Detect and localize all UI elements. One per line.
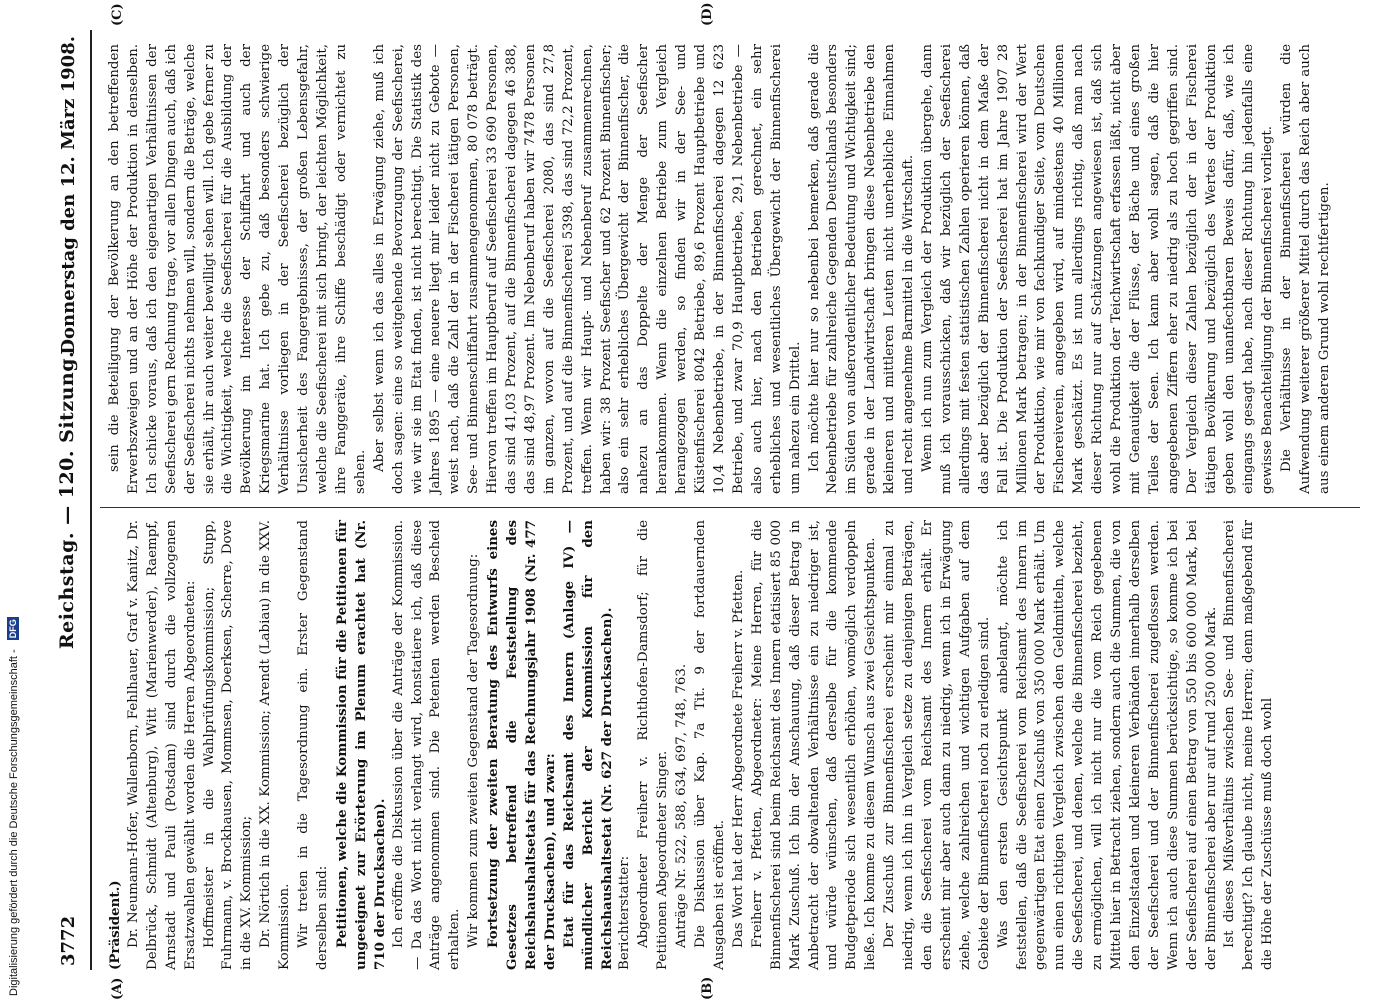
paragraph: Wenn ich nun zum Vergleich der Produktion übergehe, dann muß ich vorausschicken, daß wir bezüglich der Seefischerei allerdings mit festen statistischen Zahlen operieren können, daß das aber bezüglich der Binnenfischerei nicht in dem Maße der Fall ist. Die Produktion der Seefischerei hat im Jahre 1907 28 Millionen Mark betragen; in der Binnenfischerei wird der Wert der Produktion, wie mir von fachkundiger Seite, vom Deutschen Fischereiverein, angegeben wird, auf mindestens 40 Millionen Mark geschätzt. Es ist nun allerdings richtig, daß man nach dieser Richtung nur auf Schätzungen angewiesen ist, daß sich wohl die Produktion der Teichwirtschaft erfassen läßt, nicht aber mit Genauigkeit die der Flüsse, der Bäche und eines großen Teiles der Seen. Ich kann aber wohl sagen, daß die hier angegebenen Ziffern eher zu niedrig als zu hoch gegriffen sind. Der Vergleich dieser Zahlen bezüglich der in der Fischerei tätigen Bevölkerung und bezüglich des Wertes der Produktion geben wohl den unanfechtbaren Beweis dafür, daß, wie ich eingangs gesagt habe, nach dieser Richtung hin jedenfalls eine gewisse Benachteiligung der Binnenfischerei vorliegt. — [919, 44, 1276, 494]
paragraph: Wir kommen zum zweiten Gegenstand der Tagesordnung: — [466, 553, 482, 948]
paragraph: Freiherr v. Pfetten, Abgeordneter: Meine Herren, für die Binnenfischerei sind beim Reichsamt des Innern etatisiert 85 000 Mark Zuschuß. Ich bin der Anschauung, daß dieser Betrag in Anbetracht der obwaltenden Verhältnisse ein zu niedriger ist, und würde wünschen, daß derselbe für die kommende Budgetperiode sich wesentlich erhöhen, womöglich verdoppeln ließe. Ich komme zu diesem Wunsch aus zwei Gesichtspunkten. — [749, 520, 879, 970]
paragraph: Aber selbst wenn ich das alles in Erwägung ziehe, muß ich doch sagen: eine so weitgehende Bevorzugung der Seefischerei, wie wir sie im Etat finden, ist nicht berechtigt. Die Statistik des Jahres 1895 — eine neuere liegt mir leider nicht zu Gebote — weist nach, daß die Zahl der in der Fischerei tätigen Personen, See- und Binnenschiffahrt zusammengenommen, 80 078 beträgt. Hiervon treffen im Hauptberuf auf Seefischerei 33 690 Personen, das sind 41,03 Prozent, auf die Binnenfischerei dagegen 46 388, das sind 48,97 Prozent. Im Nebenberuf haben wir 7478 Personen im ganzen, wovon auf die Seefischerei 2080, das sind 27,8 Prozent, und auf die Binnenfischerei 5398, das sind 72,2 Prozent, treffen. Wenn wir Haupt- und Nebenberuf zusammenrechnen, haben wir: 38 Prozent Seefischer und 62 Prozent Binnenfischer; also ein sehr erhebliches Übergewicht der Binnenfischer, die nahezu an das Doppelte der Menge der Seefischer herankommen. Wenn die einzelnen Betriebe zum Vergleich herangezogen werden, so finden wir in der See- und Küstenfischerei 8042 Betriebe, 89,6 Prozent Hauptbetriebe und 10,4 Nebenbetriebe, in der Binnenfischerei dagegen 12 623 Betriebe, und zwar 70,9 Hauptbetriebe, 29,1 Nebenbetriebe — also auch hier, nach den Betrieben gerechnet, ein sehr erhebliches und wesentliches Übergewicht der Binnenfischerei um nahezu ein Drittel. — [371, 44, 803, 494]
dfg-logo-icon: DFG — [7, 619, 18, 639]
page-header — [50, 30, 92, 970]
page-number: 3772 — [58, 915, 79, 966]
left-text-column — [106, 520, 1278, 970]
paragraph: Die Diskussion über Kap. 7a Tit. 9 der fortdauernden Ausgaben ist eröffnet. — [693, 520, 727, 970]
paragraph: Etat für das Reichsamt des Innern (Anlage IV) — mündlicher Bericht der Kommission für den Reichshaushaltsetat (Nr. 627 der Drucksachen). — [560, 520, 615, 970]
paragraph: Anträge Nr. 522, 588, 634, 697, 748, 763. — [674, 663, 690, 948]
paragraph: Ich eröffne die Diskussion über die Anträge der Kommission. — Da das Wort nicht verlangt wird, konstatiere ich, daß diese Anträge angenommen sind. Die Petenten werden Bescheid erhalten. — [390, 520, 463, 970]
margin-mark-c: (C) — [110, 3, 125, 26]
paragraph: Die Verhältnisse in der Binnenfischerei würden die Aufwendung weiterer größerer Mittel durch das Reich aber auch aus einem anderen Grund wohl rechtfertigen. — [1279, 44, 1332, 494]
session-date: Donnerstag den 12. März 1908. — [58, 36, 79, 355]
paragraph: Ist dieses Mißverhältnis zwischen See- und Binnenfischerei berechtigt? Ich glaube nicht, meine Herren; denn maßgebend für die Höhe der Zuschüsse muß doch wohl — [1222, 520, 1276, 970]
paragraph: (Präsident.) — [107, 880, 123, 970]
margin-mark-d: (D) — [700, 2, 715, 26]
paragraph: Das Wort hat der Herr Abgeordnete Freiherr v. Pfetten. — [730, 569, 746, 948]
paragraph: Der Zuschuß zur Binnenfischerei erscheint mir einmal zu niedrig, wenn ich ihn in Vergleich setze zu denjenigen Beträgen, den die Seefischerei vom Reichsamt des Innern erhält. Er erscheint mir aber auch dann zu niedrig, wenn ich in Erwägung ziehe, welche zahlreichen und wichtigen Aufgaben auf dem Gebiete der Binnenfischerei noch zu erledigen sind. — [882, 520, 992, 970]
paragraph: sein die Beteiligung der Bevölkerung an den betreffenden Erwerbszweigen und an der Höhe der Produktion in denselben. Ich schicke voraus, daß ich den eigenartigen Verhältnissen der Seefischerei gern Rechnung trage, vor allen Dingen auch, daß ich der Seefischerei nichts nehmen will, sondern die Beträge, welche sie erhält, ihr auch weiter bewilligt sehen will. Ich gebe ferner zu die Wichtigkeit, welche die Seefischerei für die Ausbildung der Bevölkerung im Interesse der Schiffahrt und auch der Kriegsmarine hat. Ich gebe zu, daß besonders schwierige Verhältnisse vorliegen in der Seefischerei bezüglich der Unsicherheit des Fangergebnisses, der großen Lebensgefahr, welche die Seefischerei mit sich bringt, der leichten Möglichkeit, ihre Fanggeräte, ihre Schiffe beschädigt oder vernichtet zu sehen. — [107, 44, 368, 494]
paragraph: Berichterstatter: — [617, 855, 633, 970]
digitization-credit — [2, 196, 20, 996]
paragraph: Was den ersten Gesichtspunkt anbelangt, möchte ich feststellen, daß die Seefischerei vom Reichsamt des Innern im gegenwärtigen Etat einen Zuschuß von 350 000 Mark erhält. Um nun einen richtigen Vergleich zwischen den Geldmitteln, welche die Seefischerei, und denen, welche die Binnenfischerei bezieht, zu ermöglichen, will ich nicht nur die vom Reich gegebenen Mittel hier in Betracht ziehen, sondern auch die Summen, die von den Einzelstaaten und kleineren Verbänden innerhalb derselben der Seefischerei und der Binnenfischerei zugeflossen werden. Wenn ich auch diese Summen berücksichtige, so komme ich bei der Seefischerei auf einen Betrag von 550 bis 600 000 Mark, bei der Binnenfischerei aber nur auf rund 250 000 Mark. — [995, 520, 1219, 970]
session-title: Reichstag. — 120. Sitzung. — [56, 350, 78, 650]
paragraph: Hoffmeister in die Wahlprüfungskommission; Stupp, Fuhrmann, v. Brockhausen, Mommsen, Doerksen, Scherre, Dove in die XV. Kommission; — [201, 520, 255, 970]
credit-text: Digitalisierung gefördert durch die Deutsche Forschungsgemeinschaft - — [8, 649, 20, 996]
paragraph: Abgeordneter Freiherr v. Richthofen-Damsdorf; für die Petitionen Abgeordneter Singer. — [636, 520, 671, 970]
paragraph: Dr. Nörtich in die XX. Kommission; Arendt (Labiau) in die XXV. Kommission. — [258, 520, 293, 970]
paragraph: Fortsetzung der zweiten Beratung des Entwurfs eines Gesetzes betreffend die Feststellung des Reichshaushaltsetats für das Rechnungsjahr 1908 (Nr. 477 der Drucksachen), und zwar: — [485, 520, 558, 970]
column-divider — [100, 507, 1360, 508]
paragraph: Petitionen, welche die Kommission für die Petitionen für ungeeignet zur Erörterung im Plenum erachtet hat (Nr. 710 der Drucksachen). — [333, 520, 388, 970]
right-text-column — [106, 44, 1335, 494]
margin-mark-a: (A) — [110, 977, 125, 1000]
paragraph: Wir treten in die Tagesordnung ein. Erster Gegenstand derselben sind: — [296, 520, 330, 970]
paragraph: Dr. Neumann-Hofer, Wallenborn, Fehlhauer, Graf v. Kanitz, Dr. Delbrück, Schmidt (Altenburg), Witt (Marienwerder), Raempf, Arnstadt und Pauli (Potsdam) sind durch die vollzogenen Ersatzwahlen gewählt worden die Herren Abgeordneten: — [125, 520, 198, 970]
rotated-document-page — [50, 2, 1370, 1000]
paragraph: Ich möchte hier nur so nebenbei bemerken, daß gerade die Nebenbetriebe für zahlreiche Gegenden Deutschlands besonders im Süden von außerordentlicher Bedeutung und Wichtigkeit sind; gerade in der Landwirtschaft bringen diese Nebenbetriebe den kleineren und mittleren Leuten nicht unerhebliche Einnahmen und recht angenehme Barmittel in die Wirtschaft. — [806, 44, 917, 494]
margin-mark-b: (B) — [700, 976, 715, 1000]
